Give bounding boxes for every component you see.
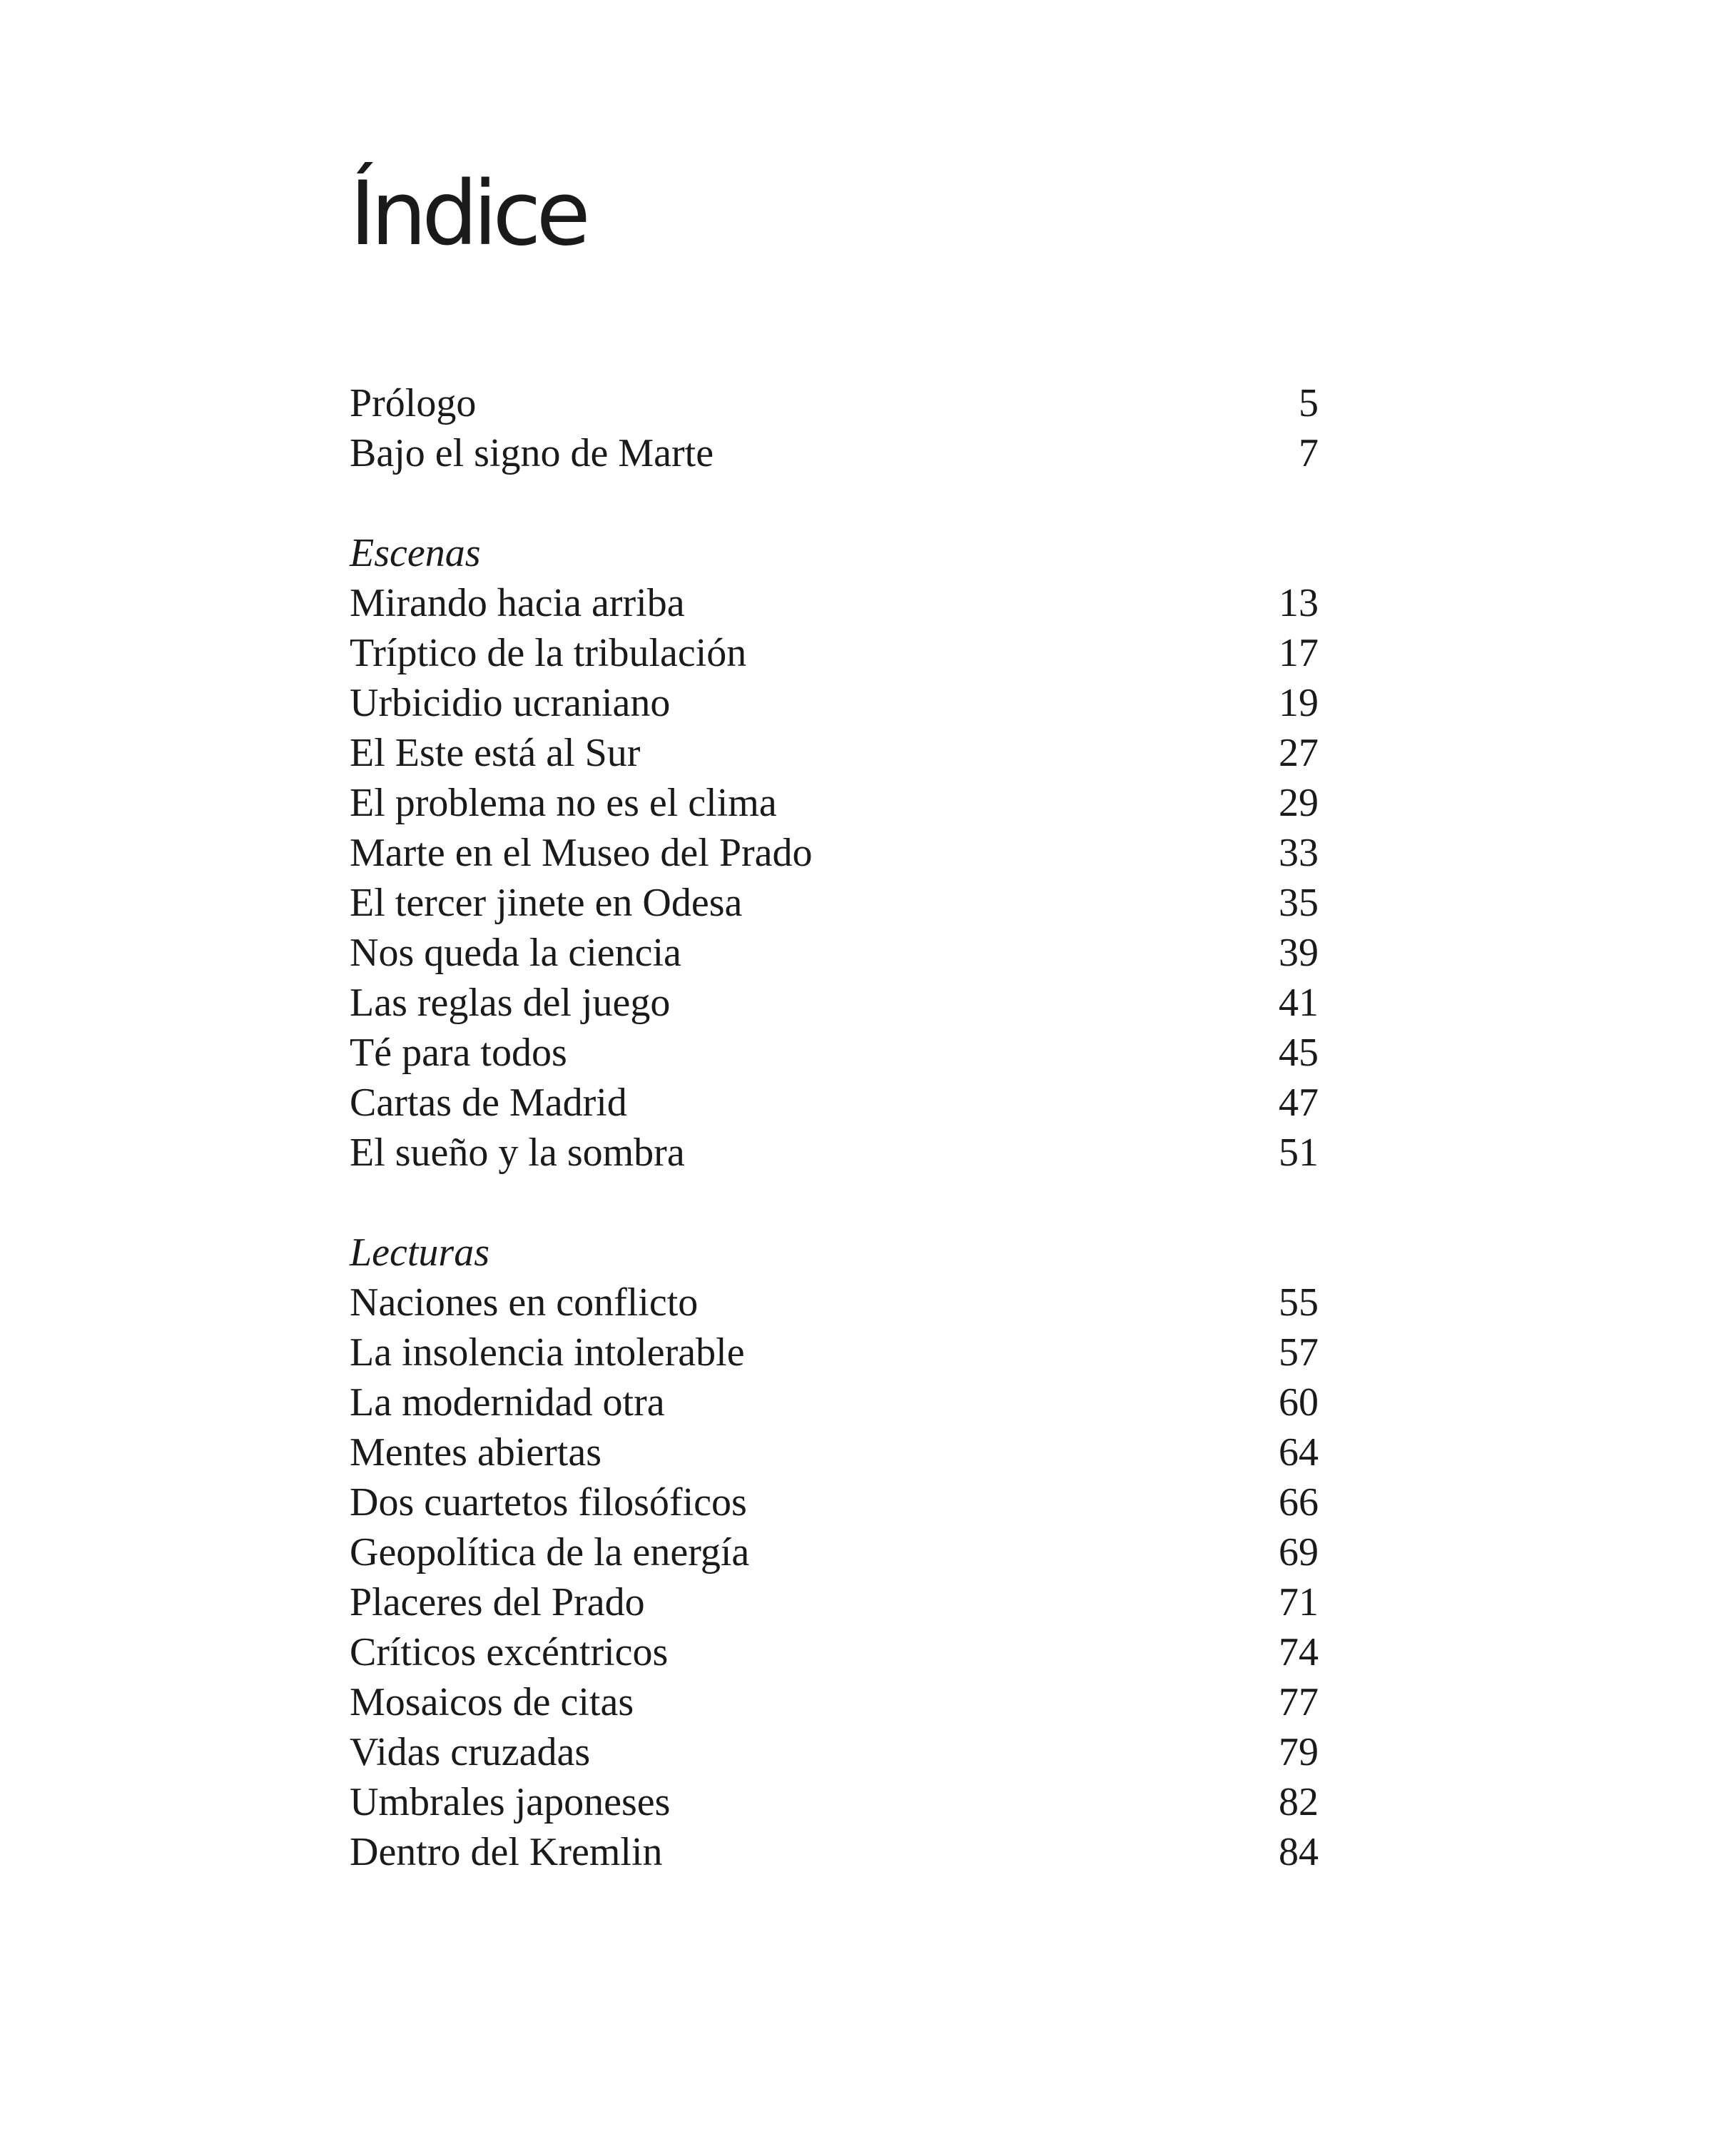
- toc-entry[interactable]: [350, 1128, 1319, 1178]
- section-heading: Escenas: [350, 531, 481, 575]
- toc-entry-page: 82: [1279, 1780, 1319, 1824]
- toc-entry[interactable]: [350, 1727, 1319, 1777]
- toc-entry-page: 64: [1279, 1430, 1319, 1475]
- toc-entry-page: 57: [1279, 1330, 1319, 1375]
- toc-front-matter: [350, 378, 1319, 478]
- toc-entry-label: Mirando hacia arriba: [350, 581, 685, 625]
- toc-entry-page: 39: [1279, 931, 1319, 975]
- toc-entry-page: 29: [1279, 781, 1319, 825]
- toc-entry-label: Cartas de Madrid: [350, 1081, 627, 1125]
- toc-entry-page: 45: [1279, 1031, 1319, 1075]
- toc-entry-label: Mentes abiertas: [350, 1430, 601, 1475]
- toc-entry[interactable]: [350, 928, 1319, 978]
- toc-entry-label: Las reglas del juego: [350, 981, 671, 1025]
- toc-entry-label: Naciones en conflicto: [350, 1280, 699, 1325]
- toc-entry[interactable]: [350, 678, 1319, 728]
- page-title: Índice: [350, 163, 586, 266]
- toc-entry-label: El sueño y la sombra: [350, 1131, 685, 1175]
- toc-entry-page: 77: [1279, 1680, 1319, 1724]
- toc-entry-label: Umbrales japoneses: [350, 1780, 671, 1824]
- toc-entry-page: 5: [1299, 381, 1319, 425]
- toc-entry[interactable]: [350, 1028, 1319, 1078]
- toc-entry[interactable]: [350, 828, 1319, 878]
- toc-entry[interactable]: [350, 978, 1319, 1028]
- toc-entry[interactable]: [350, 1278, 1319, 1328]
- toc-entry[interactable]: [350, 1328, 1319, 1377]
- toc-entry-page: 17: [1279, 631, 1319, 675]
- toc-entry-label: Urbicidio ucraniano: [350, 681, 671, 725]
- toc-entry[interactable]: [350, 1477, 1319, 1527]
- toc-entry-label: La insolencia intolerable: [350, 1330, 745, 1375]
- toc-entry[interactable]: [350, 1777, 1319, 1827]
- toc-entry-page: 51: [1279, 1131, 1319, 1175]
- toc-entry-label: Mosaicos de citas: [350, 1680, 634, 1724]
- toc-entry[interactable]: [350, 378, 1319, 428]
- toc-entry[interactable]: [350, 1627, 1319, 1677]
- toc-entry-label: Vidas cruzadas: [350, 1730, 591, 1774]
- toc-entry[interactable]: [350, 578, 1319, 628]
- toc-section-lecturas: [350, 1228, 1319, 1877]
- toc-entry[interactable]: [350, 1427, 1319, 1477]
- toc-entry[interactable]: [350, 428, 1319, 478]
- toc-entry[interactable]: [350, 628, 1319, 678]
- toc-entry-label: Dos cuartetos filosóficos: [350, 1480, 747, 1524]
- table-of-contents: [350, 378, 1319, 1877]
- toc-section-escenas: [350, 528, 1319, 1178]
- toc-entry-label: Tríptico de la tribulación: [350, 631, 747, 675]
- toc-entry-page: 7: [1299, 431, 1319, 475]
- toc-entry-page: 27: [1279, 731, 1319, 775]
- toc-entry-page: 60: [1279, 1380, 1319, 1425]
- toc-entry[interactable]: [350, 1527, 1319, 1577]
- toc-entry-label: El Este está al Sur: [350, 731, 641, 775]
- toc-entry-page: 47: [1279, 1081, 1319, 1125]
- toc-entry-page: 33: [1279, 831, 1319, 875]
- toc-entry-page: 19: [1279, 681, 1319, 725]
- toc-entry-label: Dentro del Kremlin: [350, 1830, 663, 1874]
- toc-entry-page: 79: [1279, 1730, 1319, 1774]
- toc-entry[interactable]: [350, 728, 1319, 778]
- toc-entry-label: Marte en el Museo del Prado: [350, 831, 813, 875]
- toc-entry-page: 55: [1279, 1280, 1319, 1325]
- toc-entry-page: 74: [1279, 1630, 1319, 1674]
- toc-entry-label: La modernidad otra: [350, 1380, 665, 1425]
- toc-entry-page: 66: [1279, 1480, 1319, 1524]
- toc-entry-page: 41: [1279, 981, 1319, 1025]
- toc-entry[interactable]: [350, 1377, 1319, 1427]
- toc-entry[interactable]: [350, 1677, 1319, 1727]
- toc-entry-label: Nos queda la ciencia: [350, 931, 681, 975]
- toc-entry-page: 84: [1279, 1830, 1319, 1874]
- section-heading: Lecturas: [350, 1230, 489, 1275]
- toc-entry-page: 35: [1279, 881, 1319, 925]
- toc-entry-label: Geopolítica de la energía: [350, 1530, 750, 1574]
- toc-entry-label: Placeres del Prado: [350, 1580, 645, 1624]
- toc-entry-label: Críticos excéntricos: [350, 1630, 669, 1674]
- toc-entry[interactable]: [350, 1078, 1319, 1128]
- toc-entry-label: Bajo el signo de Marte: [350, 431, 714, 475]
- toc-entry-label: El problema no es el clima: [350, 781, 777, 825]
- toc-entry-page: 71: [1279, 1580, 1319, 1624]
- toc-entry[interactable]: [350, 1827, 1319, 1877]
- toc-entry[interactable]: [350, 1577, 1319, 1627]
- toc-entry-page: 69: [1279, 1530, 1319, 1574]
- toc-entry-label: Prólogo: [350, 381, 477, 425]
- toc-entry-page: 13: [1279, 581, 1319, 625]
- toc-entry-label: Té para todos: [350, 1031, 567, 1075]
- toc-entry-label: El tercer jinete en Odesa: [350, 881, 743, 925]
- toc-entry[interactable]: [350, 778, 1319, 828]
- toc-entry[interactable]: [350, 878, 1319, 928]
